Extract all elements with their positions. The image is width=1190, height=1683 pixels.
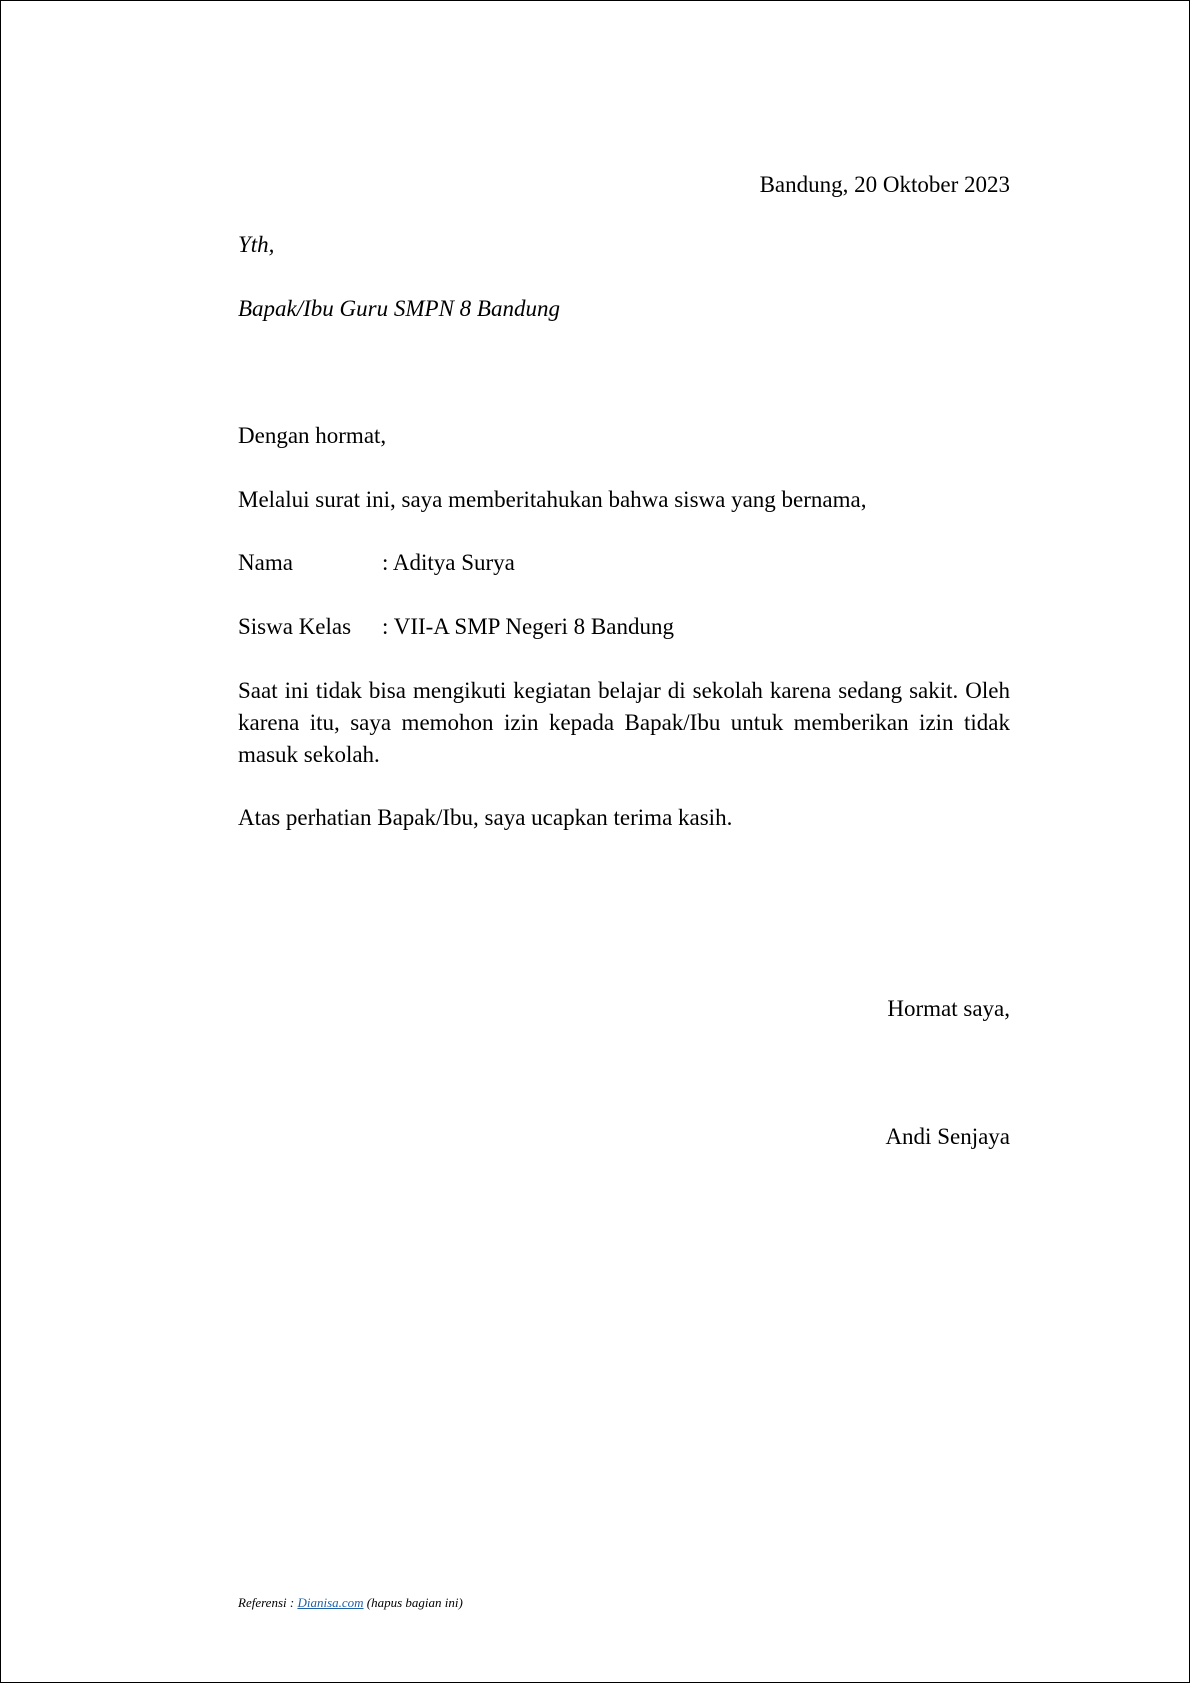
thanks-text: Atas perhatian Bapak/Ibu, saya ucapkan terima kasih. xyxy=(238,805,733,830)
body-paragraph: Saat ini tidak bisa mengikuti kegiatan belajar di sekolah karena sedang sakit. Oleh karena itu, saya memohon izin kepada Bapak/Ibu untuk memberikan izin tidak masuk sekolah. xyxy=(238,678,1010,767)
place-date: Bandung, 20 Oktober 2023 xyxy=(759,172,1010,197)
reference-suffix: (hapus bagian ini) xyxy=(363,1595,463,1610)
greeting: Dengan hormat, xyxy=(238,423,387,448)
salutation-to: Yth, xyxy=(238,232,275,257)
reference-link[interactable]: Dianisa.com xyxy=(297,1595,364,1610)
field-value-name: : Aditya Surya xyxy=(382,550,515,575)
recipient: Bapak/Ibu Guru SMPN 8 Bandung xyxy=(238,296,560,321)
field-label-name: Nama xyxy=(238,550,293,575)
field-value-class: : VII-A SMP Negeri 8 Bandung xyxy=(382,614,674,639)
field-row-class xyxy=(238,611,674,643)
field-row-name xyxy=(238,547,515,579)
sign-off: Hormat saya, xyxy=(887,996,1010,1021)
signer-name: Andi Senjaya xyxy=(885,1124,1010,1149)
field-label-class: Siswa Kelas xyxy=(238,614,352,639)
intro-text: Melalui surat ini, saya memberitahukan bahwa siswa yang bernama, xyxy=(238,487,867,512)
reference-prefix: Referensi : xyxy=(238,1595,298,1610)
reference-footer xyxy=(238,1594,463,1612)
